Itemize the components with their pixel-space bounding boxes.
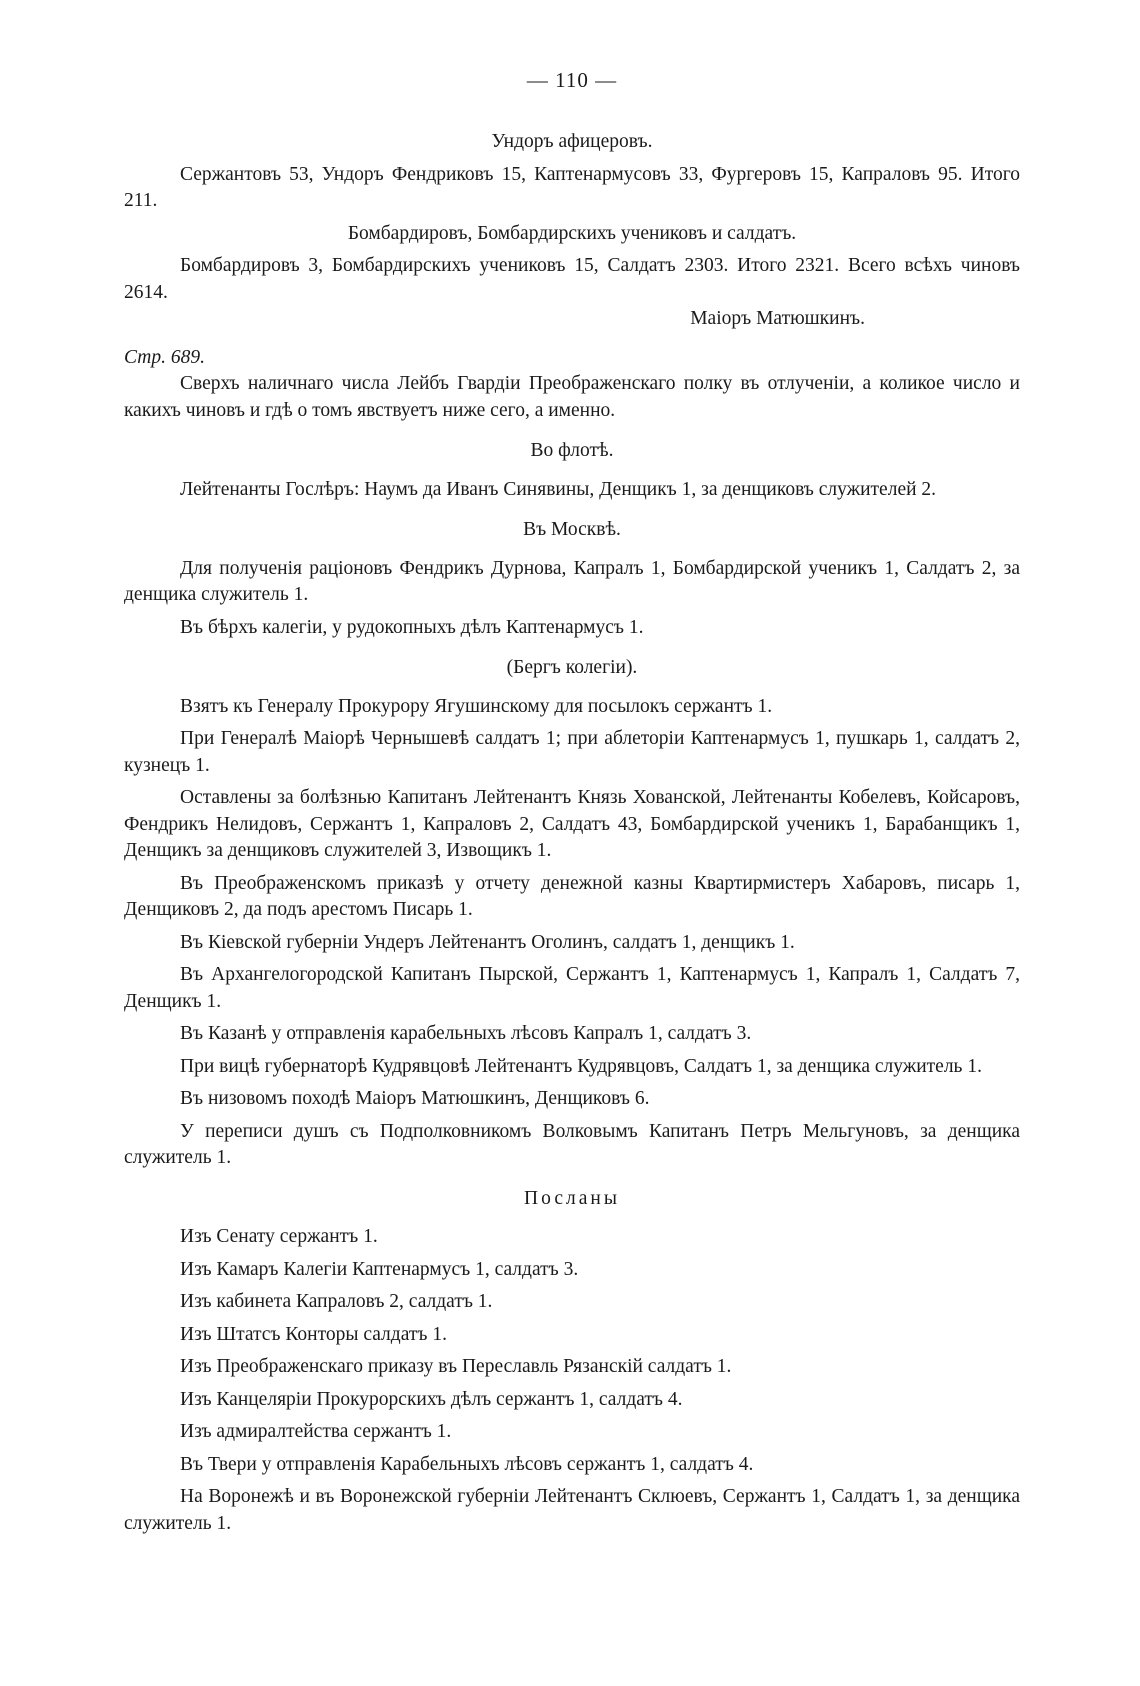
- berg-paragraph: У переписи душъ съ Подполковникомъ Волковымъ Капитанъ Петръ Мельгуновъ, за денщика служитель 1.: [124, 1120, 1020, 1168]
- section-heading-sent: Посланы: [524, 1187, 620, 1209]
- list-item: Въ Твери у отправленія Карабельныхъ лѣсовъ сержантъ 1, салдатъ 4.: [180, 1453, 754, 1475]
- page-number: — 110 —: [526, 68, 618, 92]
- berg-paragraph: Въ Казанѣ у отправленія карабельныхъ лѣсовъ Капралъ 1, салдатъ 3.: [180, 1023, 752, 1044]
- bombardiers-paragraph: Бомбардировъ 3, Бомбардирскихъ учениковъ 15, Салдатъ 2303. Итого 2321. Всего всѣхъ чиновъ 2614.: [124, 255, 1020, 303]
- section-heading-berg: (Бергъ колегіи).: [506, 657, 638, 678]
- list-item: На Воронежѣ и въ Воронежской губерніи Лейтенантъ Склюевъ, Сержантъ 1, Салдатъ 1, за денщика служитель 1.: [124, 1486, 1020, 1534]
- berg-paragraph: При Генералѣ Маіорѣ Чернышевѣ салдатъ 1; при аблеторіи Каптенармусъ 1, пушкарь 1, салдатъ 2, кузнецъ 1.: [124, 728, 1020, 776]
- section-heading-moscow: Въ Москвѣ.: [523, 519, 621, 540]
- berg-paragraph: Въ Кіевской губерніи Ундеръ Лейтенантъ Оголинъ, салдатъ 1, денщикъ 1.: [180, 931, 795, 953]
- berg-paragraph: Въ низовомъ походѣ Маіоръ Матюшкинъ, Денщиковъ 6.: [180, 1088, 650, 1109]
- berg-paragraph: Въ Преображенскомъ приказѣ у отчету денежной казны Квартирмистеръ Хабаровъ, писарь 1, Денщиковъ 2, да подъ арестомъ Писарь 1.: [124, 872, 1020, 920]
- page-reference: Стр. 689.: [124, 346, 205, 368]
- berg-paragraph: Въ Архангелогородской Капитанъ Пырской, Сержантъ 1, Каптенармусъ 1, Капралъ 1, Салдатъ 7, Денщикъ 1.: [124, 964, 1020, 1012]
- list-item: Изъ Сенату сержантъ 1.: [180, 1226, 378, 1247]
- signature: Маіоръ Матюшкинъ.: [690, 308, 865, 329]
- list-item: Изъ Штатсъ Конторы салдатъ 1.: [180, 1323, 447, 1345]
- list-item: Изъ Камаръ Калегіи Каптенармусъ 1, салдатъ 3.: [180, 1258, 579, 1280]
- reference-paragraph: Сверхъ наличнаго числа Лейбъ Гвардіи Преображенскаго полку въ отлученіи, а коликое число и какихъ чиновъ и гдѣ о томъ явствуетъ ниже сего, а именно.: [124, 373, 1020, 421]
- berg-paragraph: Взятъ къ Генералу Прокурору Ягушинскому для посылокъ сержантъ 1.: [180, 695, 773, 717]
- section-heading-fleet: Во флотѣ.: [530, 440, 614, 461]
- list-item: Изъ Преображенскаго приказу въ Переславль Рязанскій салдатъ 1.: [180, 1356, 732, 1377]
- list-item: Изъ адмиралтейства сержантъ 1.: [180, 1421, 452, 1442]
- sent-list: [124, 1224, 1020, 1537]
- document-page: [124, 68, 1020, 1537]
- list-item: Изъ кабинета Капраловъ 2, салдатъ 1.: [180, 1291, 493, 1312]
- section-heading-officers: Ундоръ афицеровъ.: [491, 131, 653, 152]
- fleet-paragraph: Лейтенанты Гослѣръ: Наумъ да Иванъ Синявины, Денщикъ 1, за денщиковъ служителей 2.: [180, 478, 937, 500]
- list-item: Изъ Канцеляріи Прокурорскихъ дѣлъ сержантъ 1, салдатъ 4.: [180, 1388, 683, 1410]
- moscow-paragraph: Для полученія раціоновъ Фендрикъ Дурнова, Капралъ 1, Бомбардирской ученикъ 1, Салдатъ 2, за денщика служитель 1.: [124, 557, 1020, 605]
- officers-paragraph: Сержантовъ 53, Ундоръ Фендриковъ 15, Каптенармусовъ 33, Фургеровъ 15, Капраловъ 95. Итого 211.: [124, 163, 1020, 211]
- reference-block: [124, 345, 1020, 425]
- berg-paragraph: При вицѣ губернаторѣ Кудрявцовѣ Лейтенантъ Кудрявцовъ, Салдатъ 1, за денщика служитель 1.: [180, 1055, 982, 1077]
- moscow-paragraph: Въ бѣрхъ калегіи, у рудокопныхъ дѣлъ Каптенармусъ 1.: [180, 616, 644, 638]
- berg-paragraph: Оставлены за болѣзнью Капитанъ Лейтенантъ Князь Хованской, Лейтенанты Кобелевъ, Койсаровъ, Фендрикъ Нелидовъ, Сержантъ 1, Капраловъ 2, Салдатъ 43, Бомбардирской ученикъ 1, Барабанщикъ 1, Денщикъ за денщиковъ служителей 3, Извощикъ 1.: [124, 787, 1020, 861]
- section-heading-bombardiers: Бомбардировъ, Бомбардирскихъ учениковъ и салдатъ.: [347, 222, 797, 244]
